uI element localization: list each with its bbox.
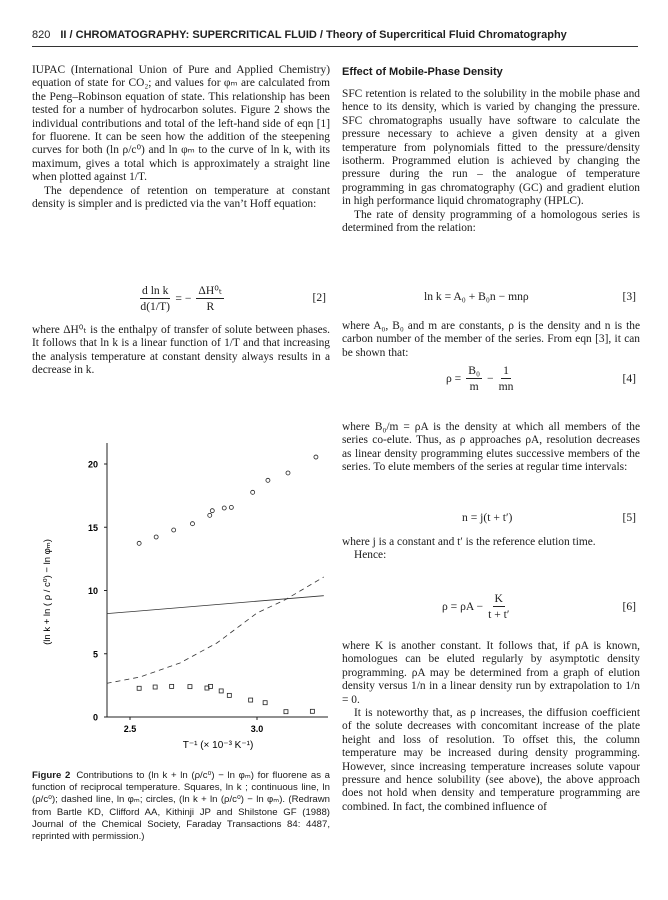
equation-3 <box>342 290 640 308</box>
right-text-2 <box>342 320 640 360</box>
eq-numerator: B₀ <box>468 364 481 377</box>
equation-number: [4] <box>622 372 636 385</box>
circle-point <box>286 471 290 475</box>
equation-4 <box>342 364 640 400</box>
x-tick-label: 2.5 <box>123 724 137 734</box>
circle-point <box>137 541 141 545</box>
eq-numerator: d ln k <box>142 283 169 297</box>
right-text-5 <box>342 640 640 814</box>
eq-sign: = − <box>175 291 192 305</box>
square-point <box>284 710 288 714</box>
y-tick-label: 15 <box>87 522 98 533</box>
eq-lhs: ρ = <box>446 372 462 385</box>
eq-op: − <box>487 372 494 385</box>
left-text-top <box>32 64 330 211</box>
eq-denominator: t + t′ <box>488 608 510 621</box>
paragraph: The dependence of retention on temperature at constant density is simpler and is predicted via the van’t Hoff equation: <box>32 184 330 211</box>
paragraph: where j is a constant and t′ is the reference elution time. <box>342 536 596 548</box>
section-heading: Effect of Mobile-Phase Density <box>342 66 503 78</box>
circle-point <box>229 505 233 509</box>
paragraph: It is noteworthy that, as ρ increases, the diffusion coefficient of the solute decreases with concomitant increase of the plate height and loss of resolution. To offset this, the column temperature may be increased during density programming. However, since increasing temperature increases solute vapour pressure and hence solubility (see above), the above approach does not hold when density and temperature programming are combined. In fact, the combined influence of <box>342 707 640 813</box>
circle-point <box>154 535 158 539</box>
continuous-line <box>107 596 324 614</box>
square-point <box>219 689 223 693</box>
eq-numerator: ΔH⁰ₜ <box>198 284 223 297</box>
eq-denominator: mn <box>498 380 514 393</box>
right-text-4 <box>342 536 640 563</box>
header-rule <box>32 46 638 47</box>
square-point <box>188 685 192 689</box>
running-title: II / CHROMATOGRAPHY: SUPERCRITICAL FLUID / Theory of Supercritical Fluid Chromatography <box>60 29 567 41</box>
equation-5 <box>342 511 640 529</box>
page-number: 820 <box>32 29 51 41</box>
eq-denominator: R <box>206 300 215 313</box>
circle-point <box>208 513 212 517</box>
square-point <box>249 698 253 702</box>
left-text-mid <box>32 324 330 378</box>
equation-6 <box>342 592 640 628</box>
y-axis-label: (ln k + ln ( ρ / c⁰) − ln φₘ) <box>42 539 53 645</box>
square-point <box>227 693 231 697</box>
x-axis-label: T⁻¹ (× 10⁻³ K⁻¹) <box>182 740 254 751</box>
circle-point <box>210 509 214 513</box>
square-point <box>153 685 157 689</box>
right-text-top <box>342 88 640 235</box>
paragraph: where A₀, B₀ and m are constants, ρ is the density and n is the carbon number of the member of the series. From eqn [3], it can be shown that: <box>342 320 640 359</box>
circle-point <box>172 528 176 532</box>
equation-number: [2] <box>312 291 326 304</box>
running-header <box>32 29 638 41</box>
paragraph: Hence: <box>354 549 387 562</box>
paragraph: The rate of density programming of a homologous series is determined from the relation: <box>342 208 640 235</box>
circle-point <box>222 506 226 510</box>
circle-point <box>266 478 270 482</box>
figure-2-chart <box>30 440 340 760</box>
circle-point <box>314 455 318 459</box>
paragraph: where K is another constant. It follows that, if ρA is known, homologues can be eluted regularly by asymptotic density programming. ρA may be determined from a graph of elution density versus 1/n in a linear density run by extrapolation to 1/n = 0. <box>342 640 640 706</box>
equation-2 <box>32 283 330 319</box>
eq-denominator: d(1/T) <box>140 299 171 313</box>
equation-number: [3] <box>622 290 636 303</box>
eq-body: ln k = A₀ + B₀n − mnρ <box>424 290 529 303</box>
paragraph: where B₀/m = ρA is the density at which all members of the series co-elute. Thus, as ρ approaches ρA, resolution decreases as linear density programming elutes successive members of the series. To elute members of the series at regular time intervals: <box>342 421 640 474</box>
y-tick-label: 10 <box>87 586 98 596</box>
circle-point <box>251 490 255 494</box>
paragraph: SFC retention is related to the solubility in the mobile phase and hence to its density, which is varied by changing the pressure. SFC chromatographs usually have software to calculate the pressure necessary to achieve a given density at a given temperature from polynomials fitted to the pressure/density isotherm. Programmed elution is achieved by changing the pressure during the run – the analogue of temperature programming in gas chromatography (GC) and gradient elution in high performance liquid chromatography (HPLC). <box>342 88 640 208</box>
caption-text: Contributions to (ln k + ln (ρ/c⁰) − ln φₘ) for fluorene as a function of reciprocal temperature. Squares, ln k ; continuous line, ln (ρ/c⁰); dashed line, ln φₘ; circles, (ln k + ln (ρ/c⁰) − ln φₘ). (Redrawn from Bartle KD, Clifford AA, Kithinji JP and Shilstone GF (1988) Journal of the Chemical Society, Faraday Transactions 84: 4487, reprinted with permission.) <box>32 770 330 843</box>
eq-numerator: K <box>494 592 503 605</box>
square-point <box>170 684 174 688</box>
equation-number: [6] <box>622 600 636 613</box>
y-tick-label: 20 <box>87 459 98 470</box>
eq-body: n = j(t + t′) <box>462 511 513 524</box>
paragraph: where ΔH⁰ₜ is the enthalpy of transfer of solute between phases. It follows that ln k is a linear function of 1/T and that increasing the analysis temperature at constant density always results in a decrease in k. <box>32 324 330 377</box>
right-text-3 <box>342 421 640 475</box>
circle-point <box>190 522 194 526</box>
square-point <box>310 709 314 713</box>
figure-caption <box>32 770 330 843</box>
caption-label: Figure 2 <box>32 770 71 781</box>
x-tick-label: 3.0 <box>250 724 264 734</box>
equation-number: [5] <box>622 511 636 524</box>
y-tick-label: 0 <box>92 712 98 723</box>
eq-lhs: ρ = ρA − <box>442 600 484 613</box>
eq-numerator: 1 <box>503 364 509 377</box>
eq-denominator: m <box>469 380 479 393</box>
dashed-line <box>107 577 324 683</box>
square-point <box>263 701 267 705</box>
paragraph: IUPAC (International Union of Pure and Applied Chemistry) equation of state for CO₂; and values for φₘ are calculated from the Peng–Robinson equation of state. This relationship has been tested for a number of hydrocarbon solutes. Figure 2 shows the individual contributions and total of the left-hand side of eqn [1] for fluorene. It can be seen how the addition of the steepening curves for both (ln ρ/c⁰) and ln φₘ to the curve of ln k, with its maximum, gives a total which is approximately a straight line when plotted against 1/T. <box>32 64 330 184</box>
square-point <box>137 686 141 690</box>
y-tick-label: 5 <box>92 649 98 660</box>
